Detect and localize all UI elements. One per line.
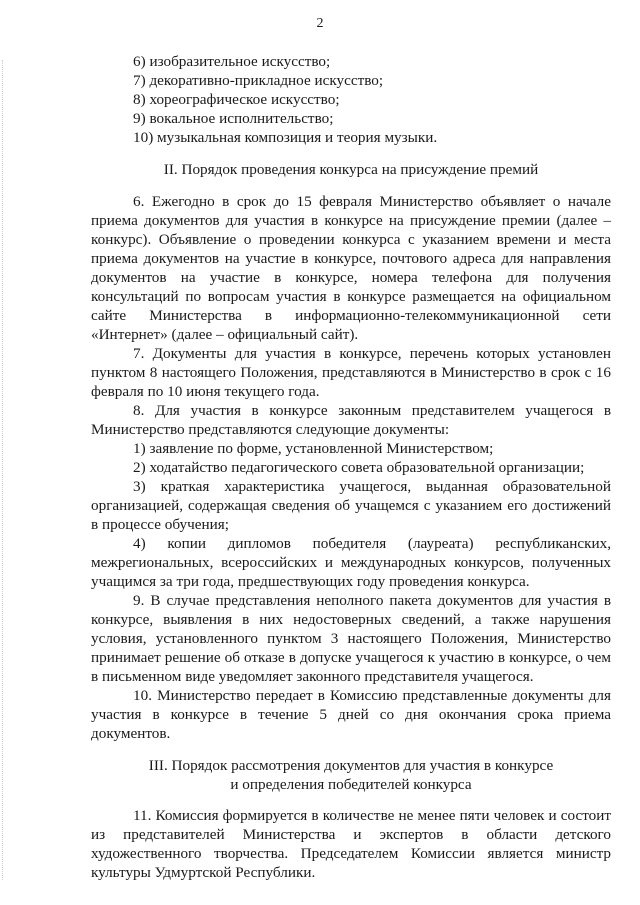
scan-margin-mark bbox=[2, 60, 4, 880]
list-item: 10) музыкальная композиция и теория музыки. bbox=[133, 129, 438, 146]
section-heading-3-line-1: III. Порядок рассмотрения документов для участия в конкурсе bbox=[148, 757, 554, 774]
section-heading-3 bbox=[91, 756, 611, 794]
paragraph-8-item-3: 3) краткая характеристика учащегося, выданная образовательной организацией, содержащая сведения об учащемся с указанием его достижений в процессе обучения; bbox=[91, 478, 611, 533]
list-item: 8) хореографическое искусство; bbox=[133, 91, 340, 108]
page-number: 2 bbox=[316, 16, 324, 31]
paragraph-7: 7. Документы для участия в конкурсе, перечень которых установлен пунктом 8 настоящего Положения, представляются в Министерство в срок с 16 февраля по 10 июня текущего года. bbox=[91, 345, 611, 400]
paragraph-6: 6. Ежегодно в срок до 15 февраля Министерство объявляет о начале приема документов для участия в конкурсе на присуждение премии (далее – конкурс). Объявление о проведении конкурса с указанием времени и места приема документов на участие в конкурсе, почтового адреса для направления документов на участие в конкурсе, номера телефона для получения консультаций по вопросам участия в конкурсе размещается на официальном сайте Министерства в информационно-телекоммуникационной сети «Интернет» (далее – официальный сайт). bbox=[91, 193, 611, 343]
paragraph-8-item-1: 1) заявление по форме, установленной Министерством; bbox=[133, 440, 494, 457]
section-heading-3-line-2: и определения победителей конкурса bbox=[230, 776, 472, 793]
paragraph-9: 9. В случае представления неполного пакета документов для участия в конкурсе, выявления в них недостоверных сведений, а также нарушения условия, установленного пунктом 3 настоящего Положения, Министерство принимает решение об отказе в допуске учащегося к участию в конкурсе, о чем в письменном виде уведомляет законного представителя учащегося. bbox=[91, 592, 611, 685]
paragraph-8: 8. Для участия в конкурсе законным представителем учащегося в Министерство представляются следующие документы: bbox=[91, 402, 611, 438]
section-heading-2: II. Порядок проведения конкурса на присуждение премий bbox=[163, 161, 539, 178]
paragraph-11: 11. Комиссия формируется в количестве не менее пяти человек и состоит из представителей Министерства и экспертов в области детского художественного творчества. Председателем Комиссии является министр культуры Удмуртской Республики. bbox=[91, 807, 611, 881]
list-item: 7) декоративно-прикладное искусство; bbox=[133, 72, 384, 89]
paragraph-8-item-4: 4) копии дипломов победителя (лауреата) республиканских, межрегиональных, всероссийских и международных конкурсов, полученных учащимся за три года, предшествующих году проведения конкурса. bbox=[91, 535, 611, 590]
list-item: 9) вокальное исполнительство; bbox=[133, 110, 334, 127]
paragraph-10: 10. Министерство передает в Комиссию представленные документы для участия в конкурсе в течение 5 дней со дня окончания срока приема документов. bbox=[91, 687, 611, 742]
list-item: 6) изобразительное искусство; bbox=[133, 53, 331, 70]
paragraph-8-item-2: 2) ходатайство педагогического совета образовательной организации; bbox=[133, 459, 585, 476]
document-body bbox=[91, 52, 611, 882]
